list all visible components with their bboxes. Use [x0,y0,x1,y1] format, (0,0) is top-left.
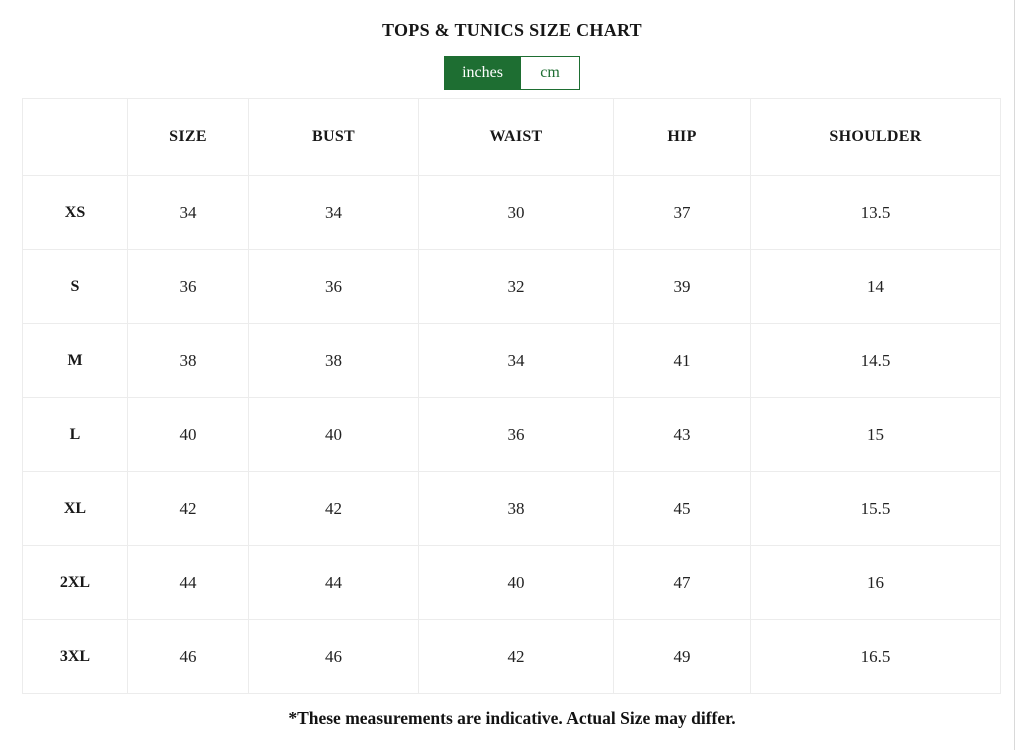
hip-cell: 49 [614,620,751,694]
waist-cell: 38 [419,472,614,546]
hip-cell: 45 [614,472,751,546]
row-label: XS [23,176,128,250]
shoulder-cell: 16 [751,546,1001,620]
size-cell: 40 [128,398,249,472]
inches-toggle-button[interactable]: inches [445,57,520,89]
waist-cell: 34 [419,324,614,398]
row-label: M [23,324,128,398]
header-row [23,99,1001,176]
bust-cell: 46 [249,620,419,694]
right-edge-divider [1014,0,1015,750]
header-cell-hip: HIP [614,99,751,176]
size-cell: 46 [128,620,249,694]
size-cell: 38 [128,324,249,398]
waist-cell: 30 [419,176,614,250]
bust-cell: 42 [249,472,419,546]
hip-cell: 41 [614,324,751,398]
row-label: 2XL [23,546,128,620]
shoulder-cell: 13.5 [751,176,1001,250]
size-cell: 36 [128,250,249,324]
shoulder-cell: 15.5 [751,472,1001,546]
size-cell: 34 [128,176,249,250]
header-cell-bust: BUST [249,99,419,176]
bust-cell: 34 [249,176,419,250]
waist-cell: 36 [419,398,614,472]
header-cell-waist: WAIST [419,99,614,176]
table-row-m [23,324,1001,398]
bust-cell: 38 [249,324,419,398]
row-label: XL [23,472,128,546]
table-row-s [23,250,1001,324]
measurement-disclaimer: *These measurements are indicative. Actual Size may differ. [288,708,736,728]
size-cell: 42 [128,472,249,546]
bust-cell: 44 [249,546,419,620]
shoulder-cell: 14.5 [751,324,1001,398]
waist-cell: 32 [419,250,614,324]
bust-cell: 36 [249,250,419,324]
table-row-xs [23,176,1001,250]
row-label: S [23,250,128,324]
hip-cell: 43 [614,398,751,472]
hip-cell: 37 [614,176,751,250]
table-row-3xl [23,620,1001,694]
table-row-2xl [23,546,1001,620]
size-chart-table [22,98,1001,694]
shoulder-cell: 16.5 [751,620,1001,694]
hip-cell: 47 [614,546,751,620]
size-cell: 44 [128,546,249,620]
unit-toggle [444,56,580,90]
header-cell-blank [23,99,128,176]
bust-cell: 40 [249,398,419,472]
page-title: TOPS & TUNICS SIZE CHART [382,20,642,40]
shoulder-cell: 15 [751,398,1001,472]
header-cell-size: SIZE [128,99,249,176]
row-label: L [23,398,128,472]
shoulder-cell: 14 [751,250,1001,324]
row-label: 3XL [23,620,128,694]
hip-cell: 39 [614,250,751,324]
header-cell-shoulder: SHOULDER [751,99,1001,176]
table-row-xl [23,472,1001,546]
table-row-l [23,398,1001,472]
waist-cell: 42 [419,620,614,694]
waist-cell: 40 [419,546,614,620]
cm-toggle-button[interactable]: cm [520,57,579,89]
